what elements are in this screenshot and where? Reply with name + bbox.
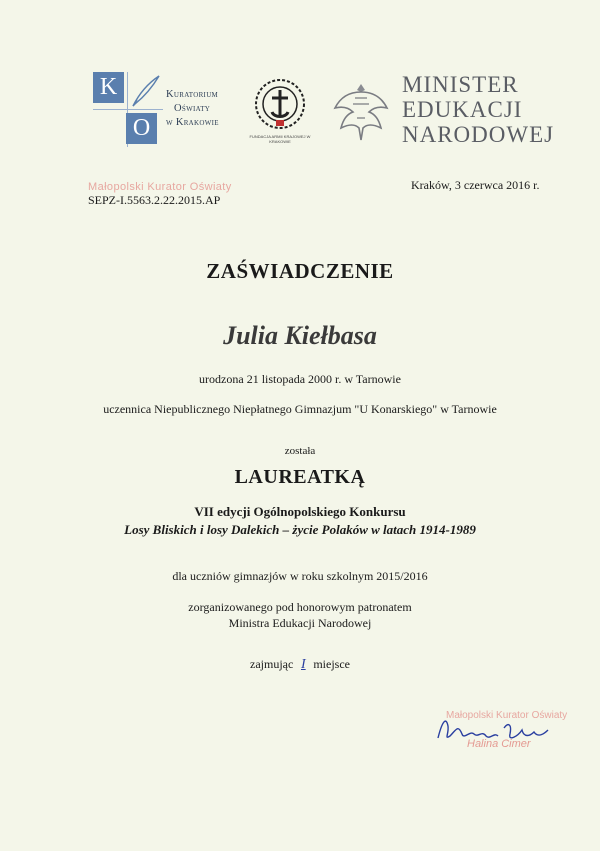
laureate-title: LAUREATKĄ xyxy=(234,466,366,488)
logo-letter-k: K xyxy=(93,72,124,103)
recipient-name: Julia Kiełbasa xyxy=(223,321,377,350)
eagle-emblem-icon xyxy=(331,78,391,144)
quill-icon xyxy=(129,74,161,108)
contest-name: Losy Bliskich i losy Dalekich – życie Polaków w latach 1914-1989 xyxy=(124,522,476,537)
document-title: ZAŚWIADCZENIE xyxy=(206,259,394,283)
signature-stamp: Małopolski Kurator Oświaty xyxy=(446,710,568,721)
signer-name: Halina Cimer xyxy=(467,738,531,750)
kuratorium-name xyxy=(166,88,246,130)
birth-info: urodzona 21 listopada 2000 r. w Tarnowie xyxy=(199,372,401,386)
placement-suffix: miejsce xyxy=(313,657,350,671)
patron-name: Ministra Edukacji Narodowej xyxy=(228,616,372,630)
minister-line: EDUKACJI xyxy=(402,97,523,122)
minister-line: MINISTER xyxy=(402,72,519,97)
placement-prefix: zajmując xyxy=(250,657,294,671)
reference-number: SEPZ-I.5563.2.22.2015.AP xyxy=(88,193,221,207)
kuratorium-line: Kuratorium xyxy=(166,89,219,100)
became-text: została xyxy=(284,445,316,457)
placement-line xyxy=(0,657,600,673)
placement-number: I xyxy=(300,657,306,672)
emblem-caption: FUNDACJA ARMII KRAJOWEJ W KRAKOWIE xyxy=(249,134,311,144)
minister-title xyxy=(402,72,554,147)
faded-stamp: Małopolski Kurator Oświaty xyxy=(88,181,232,193)
issue-date: Kraków, 3 czerwca 2016 r. xyxy=(411,178,540,192)
patronage-text: zorganizowanego pod honorowym patronatem xyxy=(188,600,412,614)
kuratorium-logo xyxy=(93,72,163,147)
contest-audience: dla uczniów gimnazjów w roku szkolnym 2015/2016 xyxy=(172,569,428,583)
kuratorium-line: w Krakowie xyxy=(166,117,219,128)
logo-letter-o: O xyxy=(126,113,157,144)
school-info: uczennica Niepublicznego Niepłatnego Gimnazjum "U Konarskiego" w Tarnowie xyxy=(103,402,497,416)
minister-line: NARODOWEJ xyxy=(402,122,555,147)
contest-edition: VII edycji Ogólnopolskiego Konkursu xyxy=(194,504,406,519)
kuratorium-line: Oświaty xyxy=(174,103,211,114)
